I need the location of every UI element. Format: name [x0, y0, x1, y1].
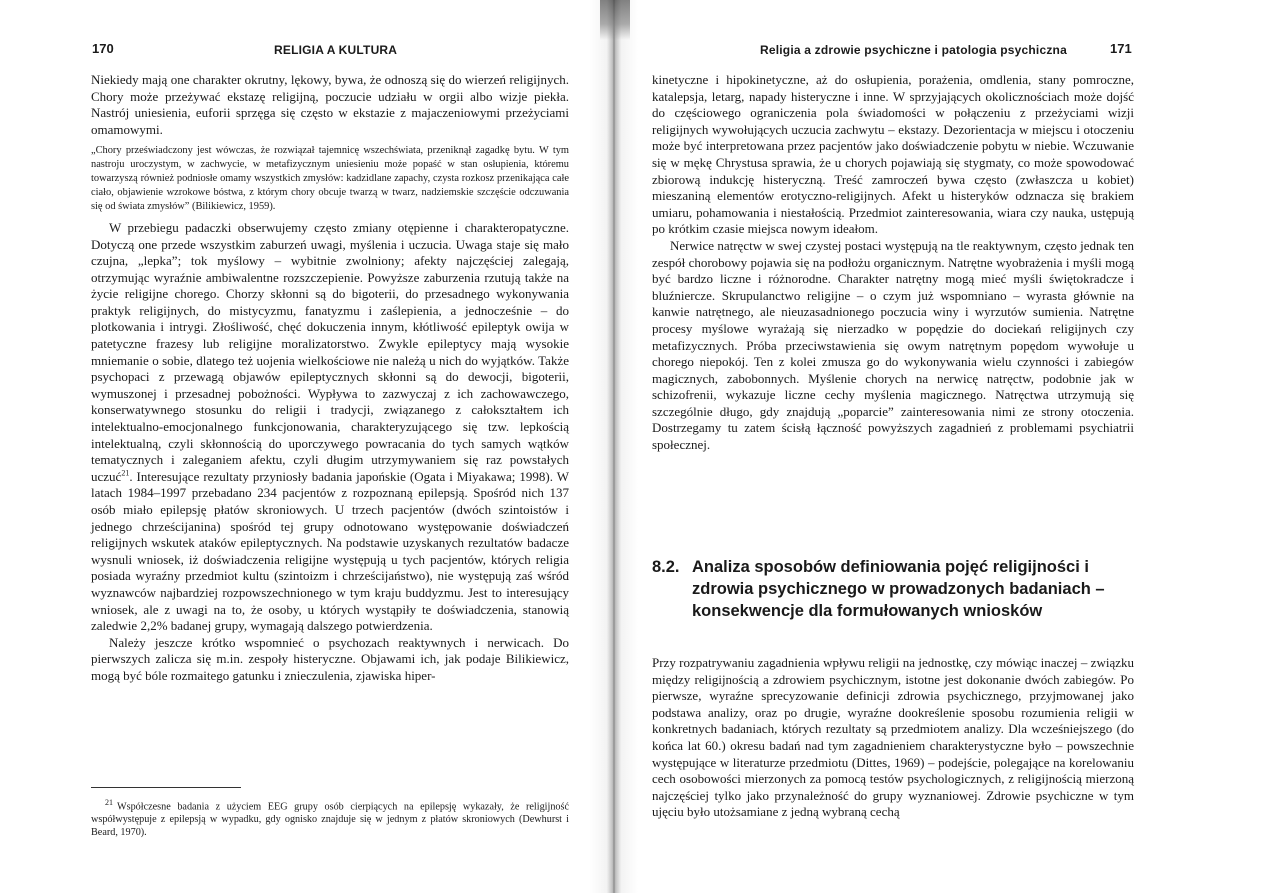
left-paragraph-1: Niekiedy mają one charakter okrutny, lękowy, bywa, że odnoszą się do wierzeń religijnych. Chory może przeżywać ekstazę religijną, poczucie udziału w orgii albo wizje piekła. Nastrój uniesienia, euforii sprzęga się często w ekstazie z majaczeniowymi przeżyciami omamowymi.: [91, 72, 569, 137]
left-paragraph-2a: W przebiegu padaczki obserwujemy często zmiany otępienne i charakteropatyczne. Dotyczą one przede wszystkim zaburzeń uwagi, myślenia i uczucia. Uwaga staje się mało czujna, „lepka”; tok myślowy – wybitnie zwolniony; afekty najczęściej zalegają, otrzymując wyraźnie ambiwalentne rozszczepienie. Powyższe zaburzenia rzutują także na życie religijne chorego. Chorzy skłonni są do bigoterii, do przesadnego wykonywania praktyk religijnych, do mistycyzmu, fanatyzmu i zaślepienia, a jednocześnie – do plotkowania i intrygi. Złośliwość, chęć dokuczenia innym, kłótliwość epileptyk owija w patetyczne frazesy lub religijne moralizatorstwo. Zwykle epileptycy mają wysokie mniemanie o sobie, dlatego też uojenia wielkościowe nie należą u nich do wyjątków. Także psychopaci z przewagą objawów epileptycznych skłonni są do dewocji, bigoterii, wymuszonej i przesadnej pobożności. Wypływa to zazwyczaj z ich zachowawczego, konserwatywnego stosunku do religii i tradycji, związanego z całokształtem ich intelektualno-emocjonalnego funkcjonowania, charakteryzującego się tzw. lepkością intelektualną, czyli skłonnością do uporczywego powracania do tych samych wątków tematycznych i zaleganiem afektu, czyli długim utrzymywaniem się raz powstałych uczuć: [91, 219, 569, 484]
running-head-left: RELIGIA A KULTURA: [274, 43, 398, 57]
footnote: [91, 796, 569, 839]
page-number-right: 171: [1110, 41, 1132, 56]
left-paragraph-3: Należy jeszcze krótko wspomnieć o psychozach reaktywnych i nerwicach. Do pierwszych zalicza się m.in. zespoły histeryczne. Objawami ich, jak podaje Bilikiewicz, mogą być bóle rozmaitego gatunku i znieczulenia, zjawiska hiper-: [91, 634, 569, 683]
gutter-shadow: [600, 0, 630, 40]
left-paragraph-2b: . Interesujące rezultaty przyniosły badania japońskie (Ogata i Miyakawa; 1998). W latach 1984–1997 przebadano 234 pacjentów z rozpoznaną epilepsją. Spośród nich 137 osób miało epilepsję płatów skroniowych. U trzech pacjentów (dwóch szintoistów i jednego chrześcijanina) spośród tej grupy odnotowano występowanie doświadczeń religijnych wskutek ataków epileptycznych. Na podstawie uzyskanych rezultatów badacze wysnuli wniosek, iż doświadczenia religijne występują u tych pacjentów, których religia posiada wyraźny przedmiot kultu (szintoizm i chrześcijaństwo), nie występują zaś wśród wyznawców najbardziej rozpowszechnionego w tym kraju buddyzmu. Jest to interesujący wniosek, ale z uwagi na to, że osoby, u których wystąpiły te doświadczenia, stanowią zaledwie 2,2% badanej grupy, wymagają dalszego potwierdzenia.: [91, 468, 569, 634]
section-title: Analiza sposobów definiowania pojęć religijności i zdrowia psychicznego w prowadzonych badaniach – konsekwencje dla formułowanych wniosków: [692, 558, 1105, 620]
book-gutter: [590, 0, 638, 893]
block-quote: „Chory przeświadczony jest wówczas, że rozwiązał tajemnicę wszechświata, przeniknął zagadkę bytu. W tym nastroju uroczystym, w zachwycie, w metafizycznym uniesieniu może popaść w stan osłupienia, któremu towarzyszą również podniosłe omamy wszystkich zmysłów: kadzidlane zapachy, czysta rozkosz przenikająca całe ciało, objawienie wzrokowe bóstwa, z którym chory obcuje twarzą w twarz, nadziemskie szczęście odczuwania się od świata zmysłów” (Bilikiewicz, 1959).: [91, 145, 569, 212]
page-number-left: 170: [92, 41, 114, 56]
right-column-bottom: [652, 655, 1134, 821]
right-paragraph-3: Przy rozpatrywaniu zagadnienia wpływu religii na jednostkę, czy mówiąc inaczej – związku między religijnością a zdrowiem psychicznym, istotne jest dokonanie dwóch zabiegów. Po pierwsze, wyraźne sprecyzowanie definicji zdrowia psychicznego, przyjmowanej jako podstawa analizy, oraz po drugie, wyraźne dookreślenie sposobu rozumienia religii w konkretnych badaniach, których rezultaty są przedmiotem analizy. Dla wcześniejszego (do końca lat 60.) okresu badań nad tym zagadnieniem charakterystyczne było – powszechnie występujące w literaturze przedmiotu (Dittes, 1969) – podejście, polegające na korelowaniu cech osobowości mierzonych za pomocą testów psychologicznych, z religijnością mierzoną najczęściej tylko jako przynależność do grupy wyznaniowej. Zdrowie psychiczne w tym ujęciu było utożsamiane z jedną wybraną cechą: [652, 655, 1134, 820]
left-paragraph-2: [91, 220, 569, 635]
footnote-text: Współczesne badania z użyciem EEG grupy osób cierpiących na epilepsję wykazały, że religijność współwystępuje z epilepsją w wypadku, gdy ognisko znajduje się w jednym z płatów skroniowych (Dewhurst i Beard, 1970).: [91, 801, 569, 839]
right-body-top: [652, 72, 1134, 454]
right-paragraph-1: kinetyczne i hipokinetyczne, aż do osłupienia, porażenia, omdlenia, stany pomroczne, katalepsja, letarg, napady histeryczne i inne. W sprzyjających okolicznościach może dojść do częściowego ograniczenia pola świadomości w połączeniu z przeżyciami wizji religijnych wywołujących uczucia zachwytu – ekstazy. Dezorientacja w miejscu i otoczeniu może być interpretowana przez pacjentów jako doświadczenie pobytu w niebie. Wczuwanie się w mękę Chrystusa sprawia, że u chorych pojawiają się stygmaty, co może spowodować zbiorową indukcję histeryczną. Treść zamroczeń bywa często (zwłaszcza u kobiet) mieszaniną elementów erotyczno-religijnych. Afekt u histeryków odznacza się brakiem umiaru, pohamowania i niestałością. Przedmiot zainteresowania, wiara czy nauka, ustępują po krótkim czasie miejsca nowym ideałom.: [652, 72, 1134, 237]
section-heading: [652, 556, 1132, 622]
left-column: [91, 72, 569, 685]
footnote-rule: [91, 787, 241, 788]
left-body: [91, 72, 569, 685]
section-number: 8.2.: [652, 558, 680, 576]
running-head-right: Religia a zdrowie psychiczne i patologia psychiczna: [760, 43, 1067, 57]
right-body-bottom: [652, 655, 1134, 821]
footnote-number: 21: [105, 798, 113, 807]
footnote-marker: 21: [121, 468, 130, 478]
right-column-top: [652, 72, 1134, 454]
right-paragraph-2: Nerwice natręctw w swej czystej postaci występują na tle reaktywnym, często jednak ten zespół chorobowy pojawia się na podłożu organicznym. Natrętne wyobrażenia i myśli mogą być bardzo liczne i różnorodne. Charakter natrętny mogą mieć myśli świętokradcze i bluźniercze. Skrupulanctwo religijne – o czym już wspomniano – wyrasta głównie na kanwie natrętnego, ale nieuzasadnionego poczucia winy i wyrzutów sumienia. Natrętne procesy myślowe wyrażają się nierzadko w popędzie do dociekań religijnych czy metafizycznych. Próba przeciwstawienia się owym natrętnym popędom wywołuje u chorego niepokój. Ten z kolei zmusza go do wykonywania wielu czynności i zabiegów magicznych, zabobonnych. Myślenie chorych na nerwicę natręctw, podobnie jak w schizofrenii, wykazuje liczne cechy myślenia magicznego. Natręctwa utrzymują się szczególnie długo, gdy znajdują „poparcie” zainteresowania nimi ze strony otoczenia. Dostrzegamy tu zatem ścisłą łączność powyższych zagadnień z problemami psychiatrii społecznej.: [652, 237, 1134, 453]
left-page: [0, 0, 612, 893]
